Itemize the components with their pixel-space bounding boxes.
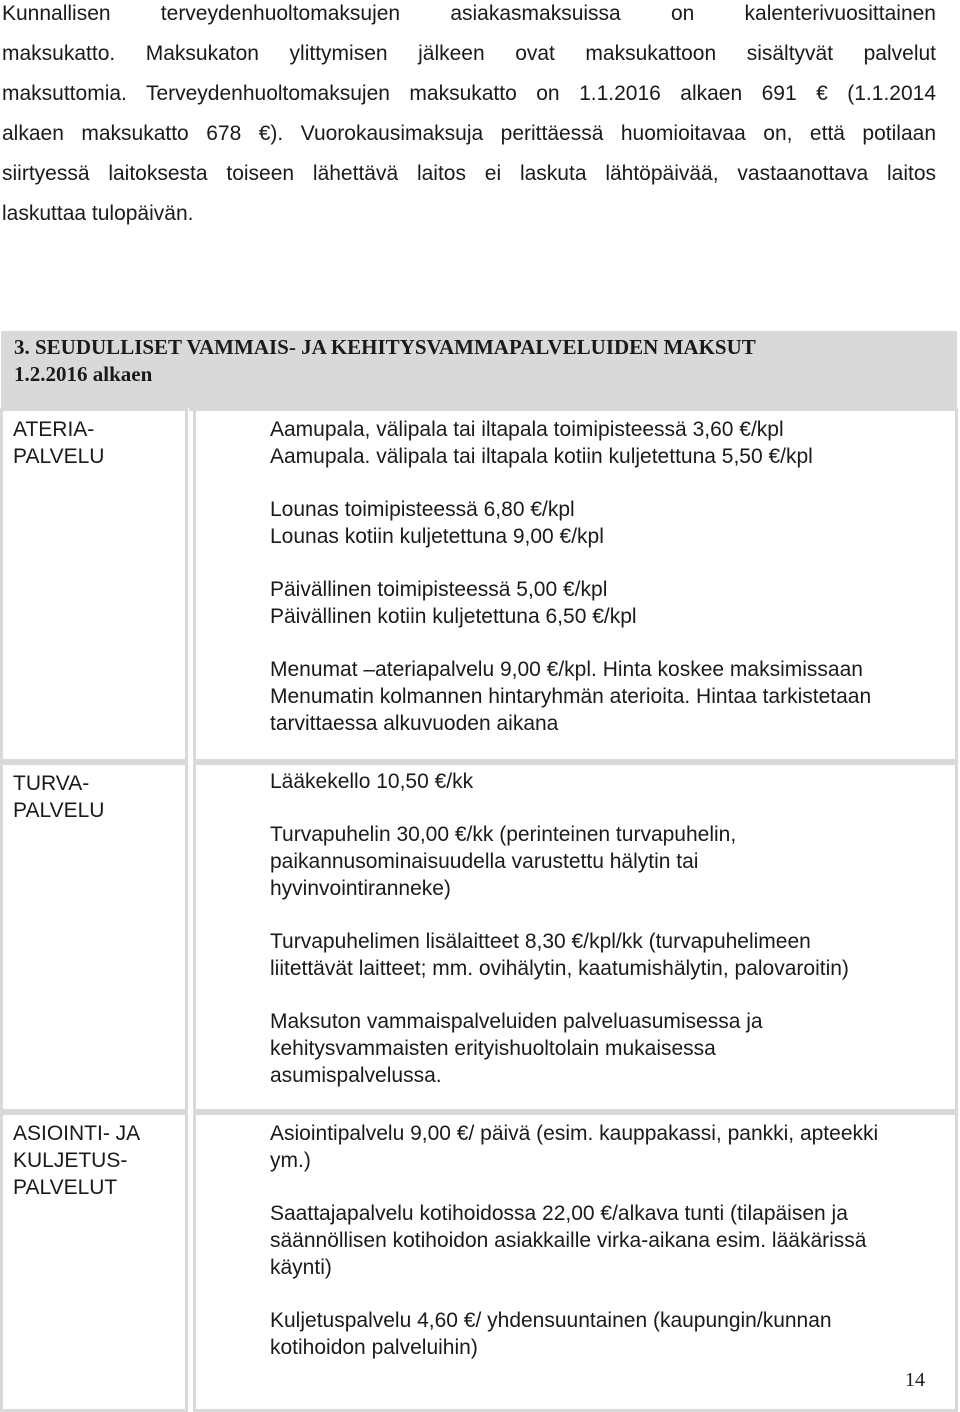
fee-line: Lounas toimipisteessä 6,80 €/kpl (270, 498, 575, 521)
fee-line: Kuljetuspalvelu 4,60 €/ yhdensuuntainen (kaupungin/kunnan (270, 1309, 832, 1332)
fee-line: kotihoidon palveluihin) (270, 1336, 478, 1359)
fee-line: kehitysvammaisten erityishuoltolain mukaisessa (270, 1037, 716, 1060)
fee-line: säännöllisen kotihoidon asiakkaille virka-aikana esim. lääkärissä (270, 1229, 867, 1252)
category-line: ATERIA- (13, 418, 95, 441)
turva-content (270, 768, 950, 1089)
fee-line: käynti) (270, 1256, 332, 1279)
fee-paragraph (270, 1120, 950, 1174)
category-line: PALVELUT (13, 1176, 118, 1199)
section-heading (14, 334, 756, 388)
category-line: KULJETUS- (13, 1149, 128, 1172)
fee-line: Turvapuhelimen lisälaitteet 8,30 €/kpl/kk (turvapuhelimeen (270, 930, 811, 953)
category-label-ateria (13, 416, 104, 470)
fee-line: liitettävät laitteet; mm. ovihälytin, kaatumishälytin, palovaroitin) (270, 957, 849, 980)
intro-line: laskuttaa tulopäivän. (2, 202, 194, 225)
fee-paragraph (270, 768, 950, 795)
fee-line: Turvapuhelin 30,00 €/kk (perinteinen turvapuhelin, (270, 823, 737, 846)
intro-line: maksuttomia. Terveydenhuoltomaksujen maksukatto on 1.1.2016 alkaen 691 € (1.1.2014 (2, 82, 936, 105)
category-label-asiointi (13, 1120, 140, 1201)
section-heading-row (0, 330, 958, 412)
fee-paragraph (270, 576, 950, 630)
fee-line: ym.) (270, 1149, 311, 1172)
fee-line: Maksuton vammaispalveluiden palveluasumisessa ja (270, 1010, 763, 1033)
intro-text (2, 0, 936, 234)
fee-line: asumispalvelussa. (270, 1064, 442, 1087)
fee-paragraph (270, 821, 950, 902)
fee-line: Päivällinen toimipisteessä 5,00 €/kpl (270, 578, 608, 601)
fee-paragraph (270, 416, 950, 470)
fee-paragraph (270, 1008, 950, 1089)
fee-line: Menumatin kolmannen hintaryhmän aterioita. Hintaa tarkistetaan (270, 685, 872, 708)
fee-line: Aamupala, välipala tai iltapala toimipisteessä 3,60 €/kpl (270, 418, 784, 441)
fee-line: paikannusominaisuudella varustettu hälytin tai (270, 850, 699, 873)
fee-line: Päivällinen kotiin kuljetettuna 6,50 €/kpl (270, 605, 637, 628)
fee-paragraph (270, 1307, 950, 1361)
fee-paragraph (270, 928, 950, 982)
fee-line: Menumat –ateriapalvelu 9,00 €/kpl. Hinta koskee maksimissaan (270, 658, 863, 681)
fee-line: Asiointipalvelu 9,00 €/ päivä (esim. kauppakassi, pankki, apteekki (270, 1122, 879, 1145)
fee-line: hyvinvointiranneke) (270, 877, 451, 900)
intro-line: maksukatto. Maksukaton ylittymisen jälkeen ovat maksukattoon sisältyvät palvelut (2, 42, 936, 65)
fee-paragraph (270, 496, 950, 550)
asiointi-content (270, 1120, 950, 1361)
intro-line: Kunnallisen terveydenhuoltomaksujen asiakasmaksuissa on kalenterivuosittainen (2, 2, 936, 25)
section-title: 3. SEUDULLISET VAMMAIS- JA KEHITYSVAMMAPALVELUIDEN MAKSUT (14, 335, 756, 359)
fee-line: Lounas kotiin kuljetettuna 9,00 €/kpl (270, 525, 604, 548)
section-date: 1.2.2016 alkaen (14, 362, 153, 386)
fee-line: Saattajapalvelu kotihoidossa 22,00 €/alkava tunti (tilapäisen ja (270, 1202, 848, 1225)
fee-line: Lääkekello 10,50 €/kk (270, 770, 474, 793)
intro-paragraph (2, 0, 936, 234)
category-label-turva (13, 770, 104, 824)
category-line: ASIOINTI- JA (13, 1122, 141, 1145)
page-number: 14 (905, 1369, 925, 1391)
fee-line: tarvittaessa alkuvuoden aikana (270, 712, 559, 735)
category-line: TURVA- (13, 772, 90, 795)
ateria-content (270, 416, 950, 737)
fee-paragraph (270, 656, 950, 737)
category-line: PALVELU (13, 445, 105, 468)
category-line: PALVELU (13, 799, 105, 822)
intro-line: siirtyessä laitoksesta toiseen lähettävä laitos ei laskuta lähtöpäivää, vastaanottava laitos (2, 162, 936, 185)
fee-line: Aamupala. välipala tai iltapala kotiin kuljetettuna 5,50 €/kpl (270, 445, 813, 468)
intro-line: alkaen maksukatto 678 €). Vuorokausimaksuja perittäessä huomioitavaa on, että potilaan (2, 122, 936, 145)
fee-paragraph (270, 1200, 950, 1281)
